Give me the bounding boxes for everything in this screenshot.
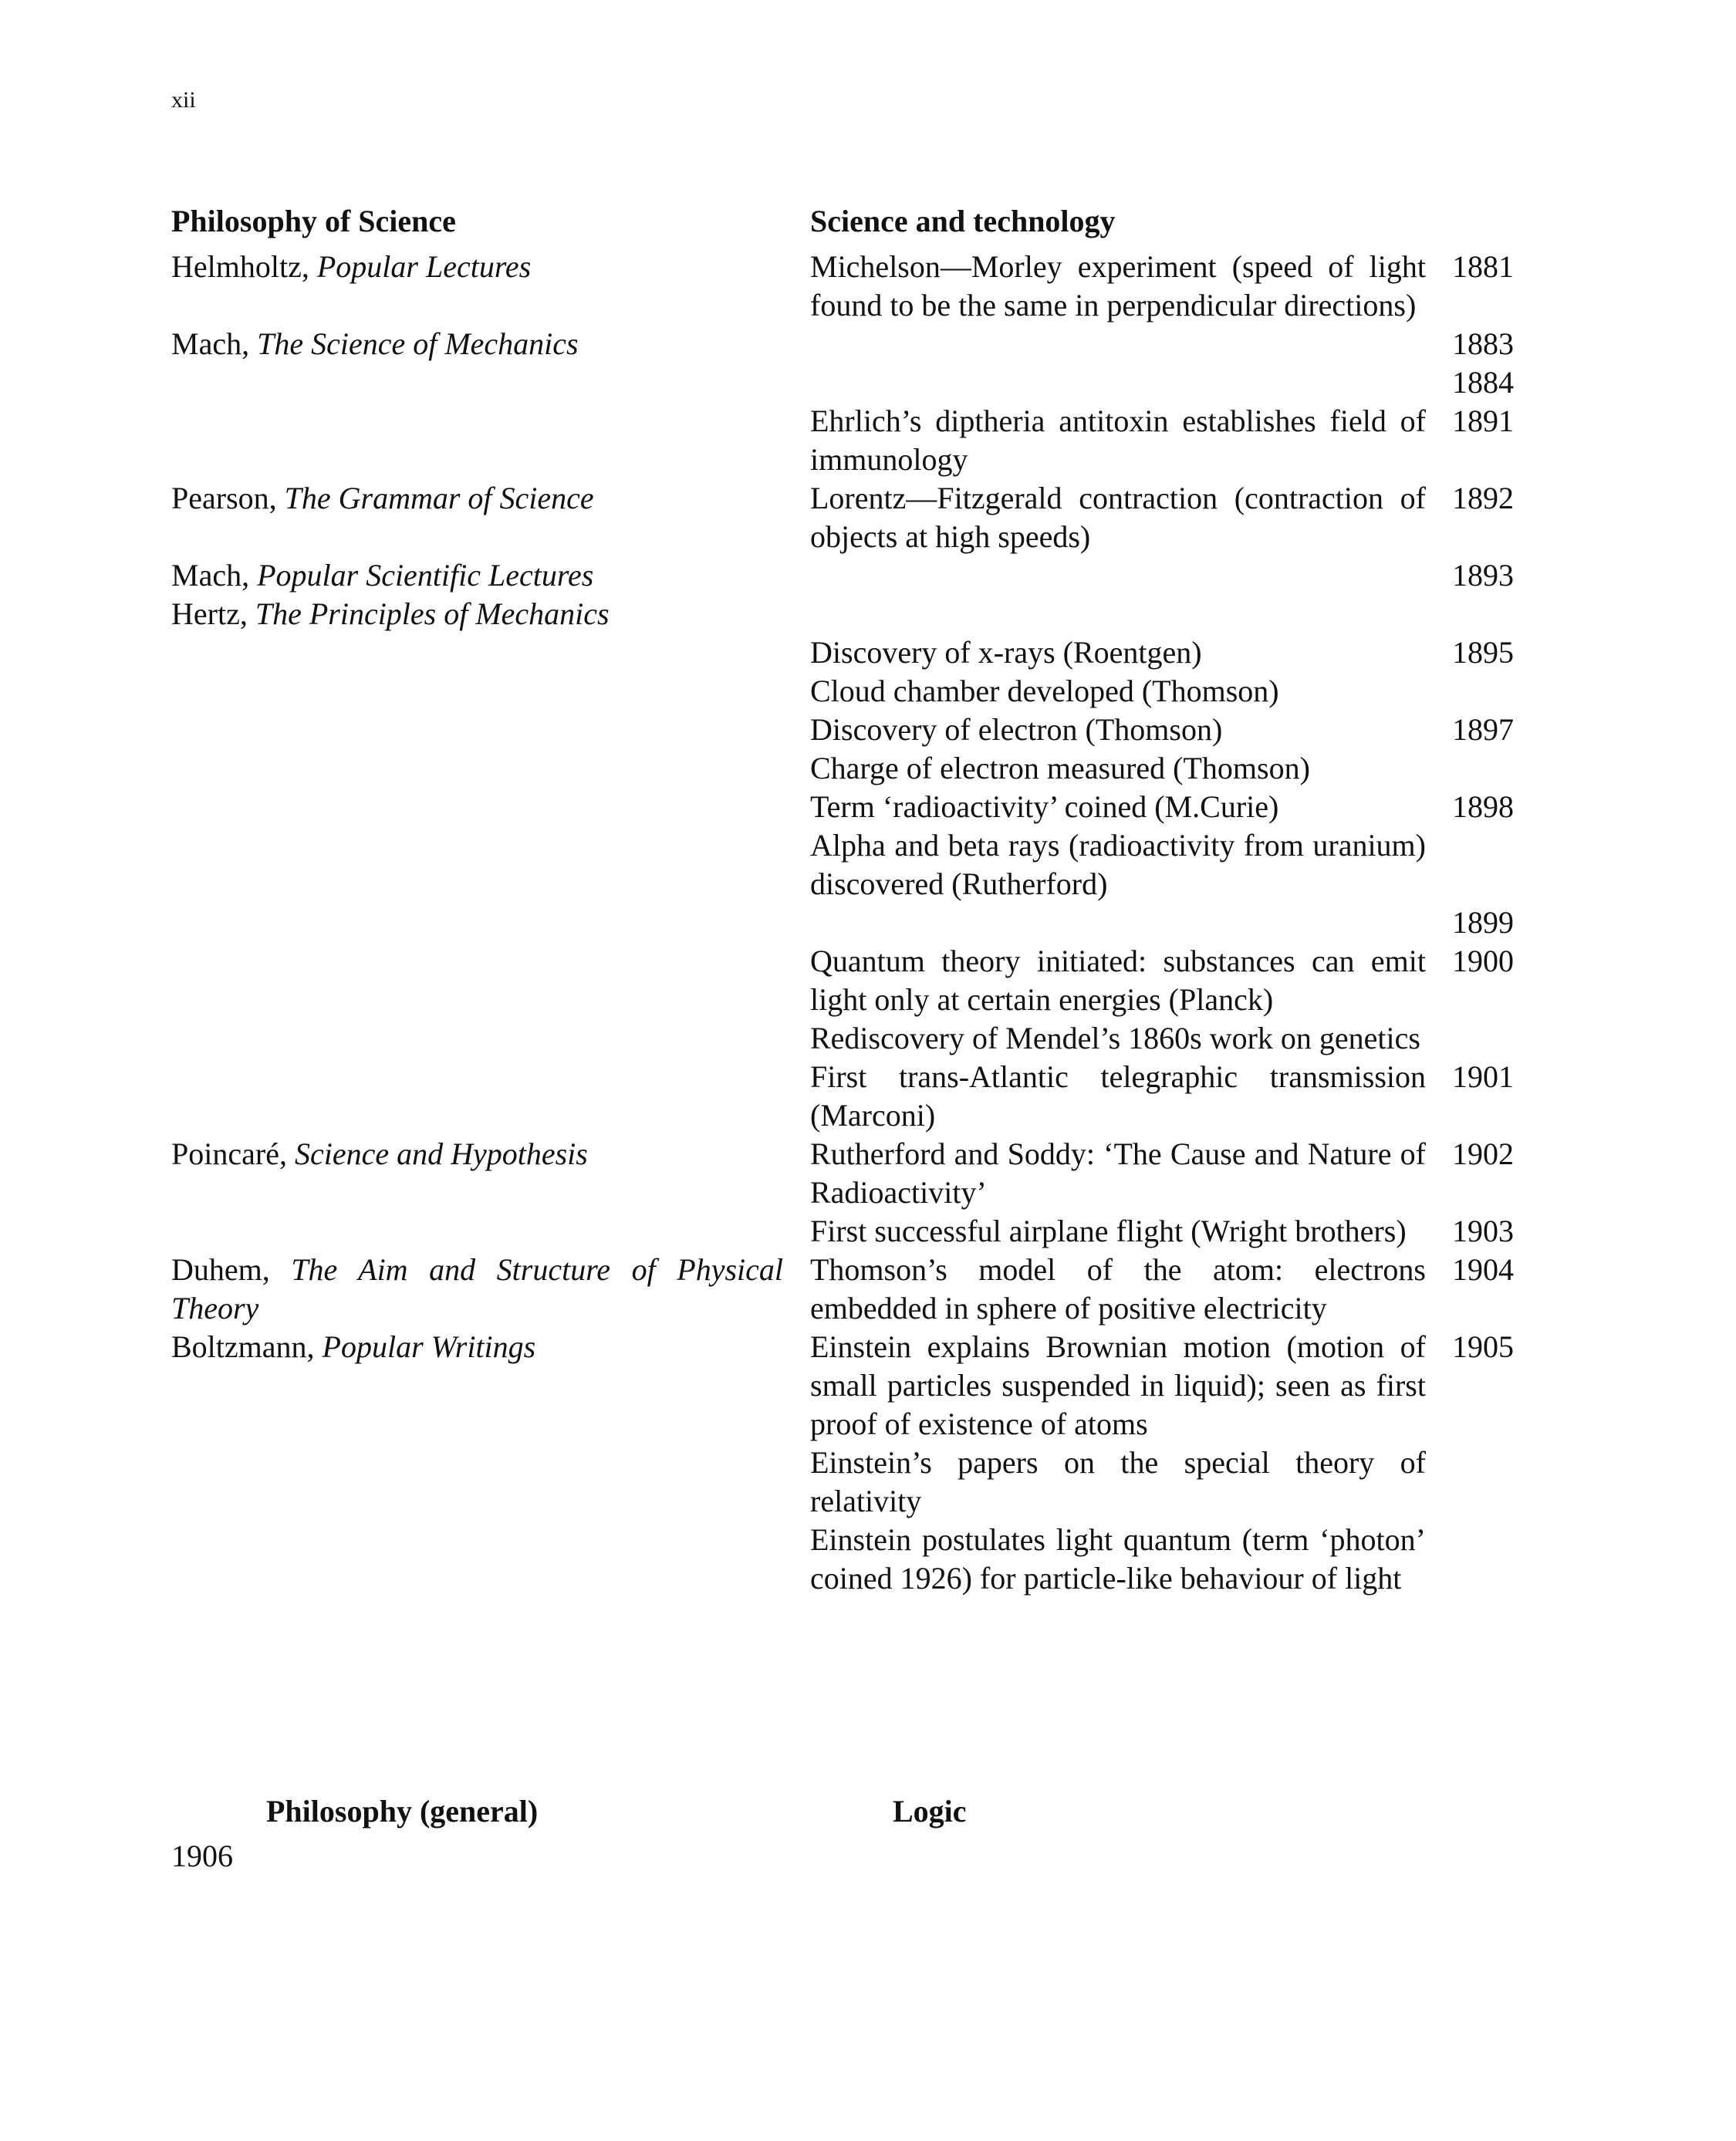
science-technology-cell xyxy=(810,556,1426,595)
philosophy-work xyxy=(171,556,783,595)
work-title: Popular Writings xyxy=(322,1329,536,1364)
science-technology-cell xyxy=(810,1058,1426,1135)
timeline-row xyxy=(0,788,1736,903)
header-logic: Logic xyxy=(893,1794,967,1829)
science-event: Term ‘radioactivity’ coined (M.Curie) xyxy=(810,789,1279,824)
science-event: Ehrlich’s diptheria antitoxin establishes field of immunology xyxy=(810,404,1426,477)
timeline-row xyxy=(0,1058,1736,1135)
timeline-row xyxy=(0,363,1736,402)
science-event: Quantum theory initiated: substances can emit light only at certain energies (Planck) xyxy=(810,944,1426,1017)
science-technology-cell xyxy=(810,942,1426,1058)
philosophy-of-science-cell xyxy=(171,1328,783,1366)
year: 1903 xyxy=(1452,1214,1514,1248)
work-title: Popular Lectures xyxy=(316,249,532,284)
science-technology-cell xyxy=(810,1328,1426,1598)
timeline-row xyxy=(0,325,1736,363)
year: 1904 xyxy=(1452,1252,1514,1287)
year: 1905 xyxy=(1452,1329,1514,1364)
work-author: Boltzmann, xyxy=(171,1329,323,1364)
philosophy-work xyxy=(171,595,783,633)
science-event: Discovery of electron (Thomson) xyxy=(810,712,1223,747)
work-title: Popular Scientific Lectures xyxy=(257,558,594,593)
year: 1901 xyxy=(1452,1059,1514,1094)
science-event: Alpha and beta rays (radioactivity from uranium) discovered (Rutherford) xyxy=(810,828,1426,901)
philosophy-of-science-cell xyxy=(171,711,783,749)
year: 1899 xyxy=(1452,905,1514,940)
work-title: The Grammar of Science xyxy=(284,481,594,515)
philosophy-of-science-cell xyxy=(171,479,783,518)
philosophy-of-science-cell xyxy=(171,556,783,633)
year: 1898 xyxy=(1452,789,1514,824)
year: 1902 xyxy=(1452,1136,1514,1171)
science-event: First successful airplane flight (Wright brothers) xyxy=(810,1214,1407,1248)
science-technology-cell xyxy=(810,711,1426,788)
science-technology-cell xyxy=(810,788,1426,903)
work-author: Pearson, xyxy=(171,481,285,515)
science-event: Lorentz—Fitzgerald contraction (contraction of objects at high speeds) xyxy=(810,481,1426,554)
science-event: Thomson’s model of the atom: electrons embedded in sphere of positive electricity xyxy=(810,1252,1426,1325)
philosophy-of-science-cell xyxy=(171,788,783,826)
work-title: Science and Hypothesis xyxy=(294,1136,588,1171)
science-technology-cell xyxy=(810,1135,1426,1212)
timeline-row xyxy=(0,903,1736,942)
work-author: Poincaré, xyxy=(171,1136,295,1171)
science-technology-cell xyxy=(810,1212,1426,1251)
science-technology-cell xyxy=(810,325,1426,363)
work-title: The Science of Mechanics xyxy=(257,326,579,361)
work-author: Mach, xyxy=(171,326,258,361)
science-technology-cell xyxy=(810,1251,1426,1328)
philosophy-of-science-cell xyxy=(171,402,783,441)
philosophy-of-science-cell xyxy=(171,1135,783,1173)
science-technology-cell xyxy=(810,363,1426,402)
year: 1892 xyxy=(1452,481,1514,515)
chronology-table xyxy=(0,248,1736,1598)
philosophy-work xyxy=(171,479,783,518)
timeline-row xyxy=(0,248,1736,325)
science-event: Einstein explains Brownian motion (motion of small particles suspended in liquid); seen as first proof of existence of atoms xyxy=(810,1329,1426,1441)
header-philosophy-of-science: Philosophy of Science xyxy=(171,204,456,238)
philosophy-of-science-cell xyxy=(171,903,783,942)
year: 1883 xyxy=(1452,326,1514,361)
science-technology-cell xyxy=(810,402,1426,479)
philosophy-work xyxy=(171,325,783,363)
science-event: Einstein postulates light quantum (term ‘photon’ coined 1926) for particle-like behaviour of light xyxy=(810,1522,1426,1596)
philosophy-of-science-cell xyxy=(171,363,783,402)
science-technology-cell xyxy=(810,633,1426,711)
year: 1895 xyxy=(1452,635,1514,670)
philosophy-of-science-cell xyxy=(171,1058,783,1096)
timeline-row xyxy=(0,711,1736,788)
timeline-row xyxy=(0,479,1736,556)
timeline-row xyxy=(0,942,1736,1058)
philosophy-work xyxy=(171,248,783,286)
science-event: Einstein’s papers on the special theory of relativity xyxy=(810,1445,1426,1518)
header-philosophy-general: Philosophy (general) xyxy=(266,1794,539,1829)
work-author: Helmholtz, xyxy=(171,249,317,284)
year: 1891 xyxy=(1452,404,1514,438)
work-author: Mach, xyxy=(171,558,258,593)
year: 1881 xyxy=(1452,249,1514,284)
timeline-row xyxy=(0,402,1736,479)
philosophy-of-science-cell xyxy=(171,633,783,672)
science-event: Charge of electron measured (Thomson) xyxy=(810,751,1310,785)
timeline-row xyxy=(0,1212,1736,1251)
philosophy-of-science-cell xyxy=(171,248,783,286)
philosophy-work xyxy=(171,1328,783,1366)
footer-year: 1906 xyxy=(171,1839,233,1873)
philosophy-of-science-cell xyxy=(171,1251,783,1328)
philosophy-of-science-cell xyxy=(171,942,783,981)
science-event: Rutherford and Soddy: ‘The Cause and Nature of Radioactivity’ xyxy=(810,1136,1426,1210)
timeline-row xyxy=(0,1135,1736,1212)
philosophy-of-science-cell xyxy=(171,325,783,363)
timeline-row xyxy=(0,1328,1736,1598)
timeline-row xyxy=(0,633,1736,711)
work-title: The Aim and Structure of Physical Theory xyxy=(171,1252,783,1325)
header-science-and-technology: Science and technology xyxy=(810,204,1116,238)
page-number: xii xyxy=(171,87,196,113)
philosophy-work xyxy=(171,1135,783,1173)
year: 1897 xyxy=(1452,712,1514,747)
science-event: Discovery of x-rays (Roentgen) xyxy=(810,635,1202,670)
year: 1884 xyxy=(1452,365,1514,400)
science-event: Rediscovery of Mendel’s 1860s work on genetics xyxy=(810,1021,1420,1055)
work-author: Duhem, xyxy=(171,1252,292,1287)
year: 1893 xyxy=(1452,558,1514,593)
philosophy-work xyxy=(171,1251,783,1328)
timeline-row xyxy=(0,1251,1736,1328)
science-event: Cloud chamber developed (Thomson) xyxy=(810,674,1279,708)
year: 1900 xyxy=(1452,944,1514,978)
science-event: Michelson—Morley experiment (speed of light found to be the same in perpendicular directions) xyxy=(810,249,1426,323)
science-event: First trans-Atlantic telegraphic transmission (Marconi) xyxy=(810,1059,1426,1133)
timeline-row xyxy=(0,556,1736,633)
science-technology-cell xyxy=(810,248,1426,325)
work-author: Hertz, xyxy=(171,596,255,631)
science-technology-cell xyxy=(810,903,1426,942)
science-technology-cell xyxy=(810,479,1426,556)
philosophy-of-science-cell xyxy=(171,1212,783,1251)
work-title: The Principles of Mechanics xyxy=(255,596,610,631)
